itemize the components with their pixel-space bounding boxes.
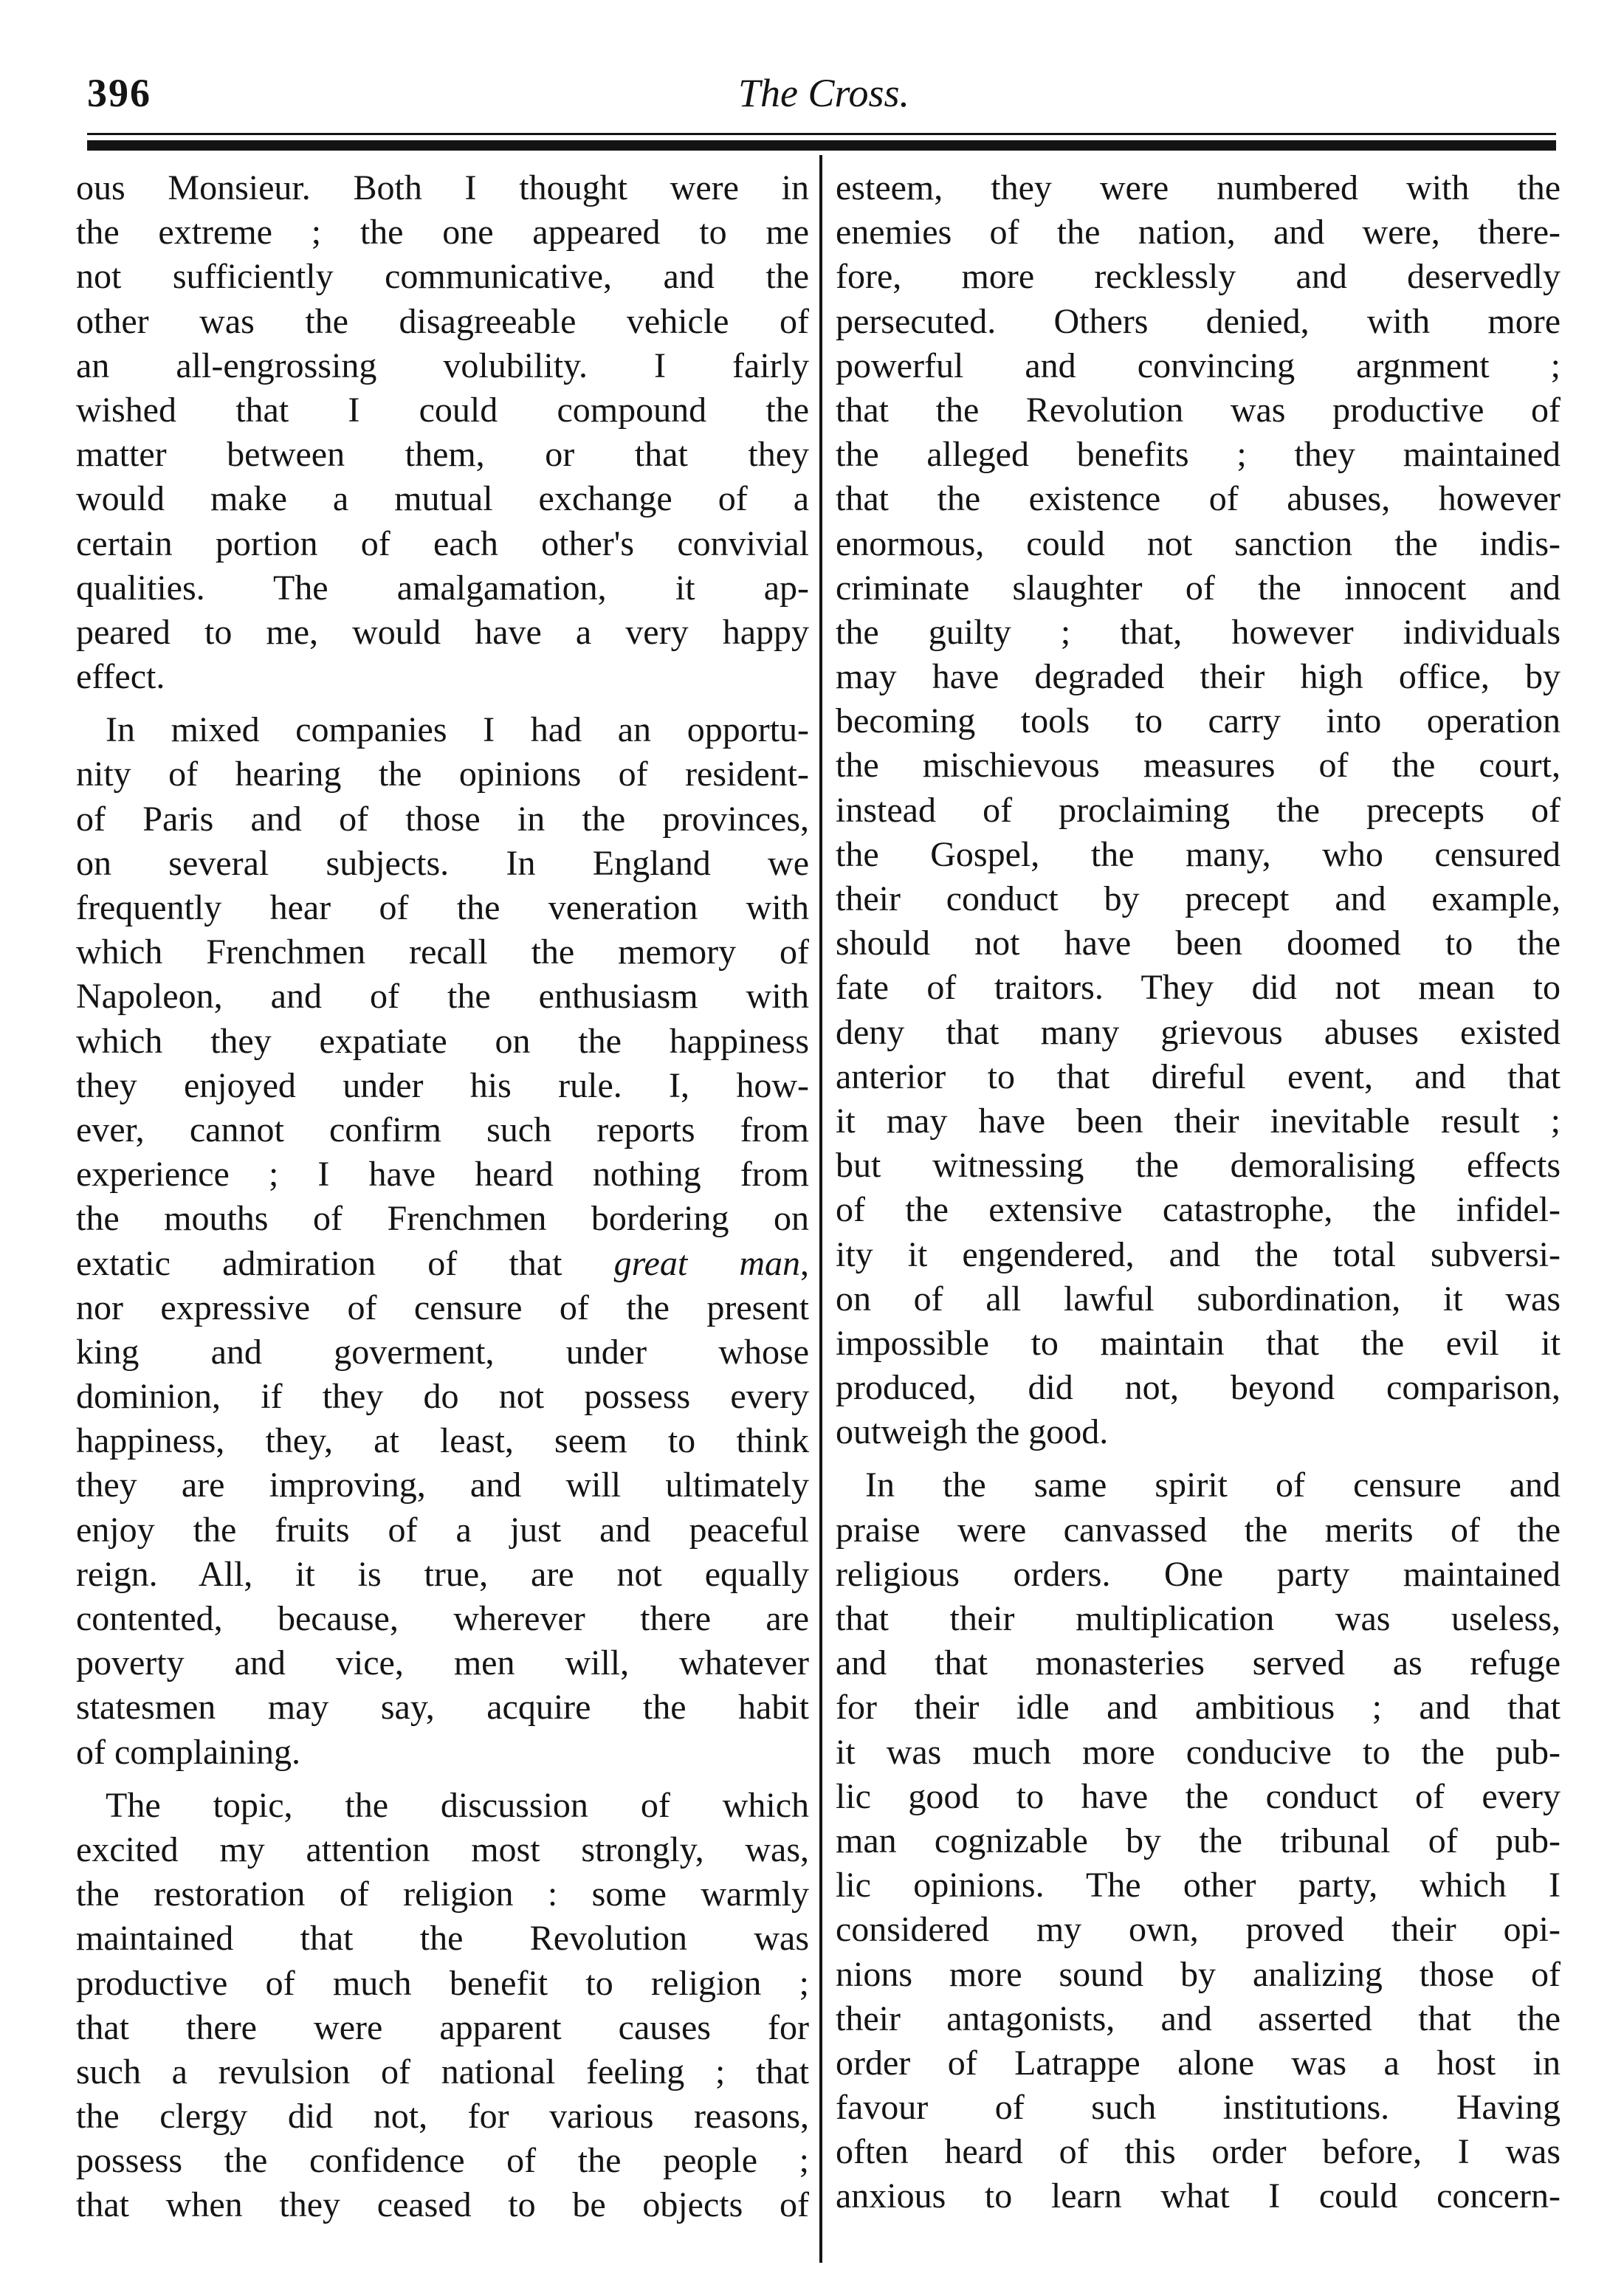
text-line: esteem, they were numbered with the xyxy=(836,168,1561,207)
running-title: The Cross. xyxy=(738,71,910,115)
text-line: not sufficiently communicative, and the xyxy=(76,257,809,297)
column-divider xyxy=(819,155,822,2263)
text-line: dominion, if they do not possess every xyxy=(76,1377,809,1417)
text-line: nity of hearing the opinions of resident- xyxy=(76,755,809,794)
text-line: the alleged benefits ; they maintained xyxy=(836,435,1561,475)
text-line: their antagonists, and asserted that the xyxy=(836,1998,1561,2038)
text-line: anterior to that direful event, and that xyxy=(836,1056,1561,1096)
text-line: religious orders. One party maintained xyxy=(836,1554,1561,1594)
text-line: statesmen may say, acquire the habit xyxy=(76,1688,809,1728)
text-line: fore, more recklessly and deservedly xyxy=(836,257,1561,297)
text-line: praise were canvassed the merits of the xyxy=(836,1510,1561,1550)
text-line: king and goverment, under whose xyxy=(76,1332,809,1372)
text-line: wished that I could compound the xyxy=(76,390,809,430)
text-line: frequently hear of the veneration with xyxy=(76,888,809,927)
text-line: enemies of the nation, and were, there- xyxy=(836,213,1561,252)
text-line: order of Latrappe alone was a host in xyxy=(836,2043,1561,2083)
text-line: persecuted. Others denied, with more xyxy=(836,301,1561,341)
text-line: reign. All, it is true, are not equally xyxy=(76,1554,809,1594)
text-line: certain portion of each other's convivial xyxy=(76,523,809,563)
text-line: peared to me, would have a very happy xyxy=(76,612,809,652)
left-column xyxy=(70,166,812,2255)
text-line: of the extensive catastrophe, the infidel- xyxy=(836,1190,1561,1230)
page-header xyxy=(0,70,1624,137)
text-line: may have degraded their high office, by xyxy=(836,657,1561,697)
text-line: becoming tools to carry into operation xyxy=(836,701,1561,741)
text-line: on several subjects. In England we xyxy=(76,843,809,883)
text-line: but witnessing the demoralising effects xyxy=(836,1146,1561,1186)
text-line: ous Monsieur. Both I thought were in xyxy=(76,168,809,207)
text-line: the guilty ; that, however individuals xyxy=(836,612,1561,652)
text-line: and that monasteries served as refuge xyxy=(836,1643,1561,1683)
text-line: an all-engrossing volubility. I fairly xyxy=(76,346,809,385)
text-line: fate of traitors. They did not mean to xyxy=(836,968,1561,1008)
text-line: other was the disagreeable vehicle of xyxy=(76,301,809,341)
text-line: anxious to learn what I could concern- xyxy=(836,2176,1561,2216)
header-rule xyxy=(87,140,1556,151)
text-line: effect. xyxy=(76,657,165,697)
text-line: criminate slaughter of the innocent and xyxy=(836,568,1561,608)
text-line: contented, because, wherever there are xyxy=(76,1599,809,1638)
text-line: often heard of this order before, I was xyxy=(836,2132,1561,2172)
text-line: ever, cannot confirm such reports from xyxy=(76,1110,809,1149)
text-line: which Frenchmen recall the memory of xyxy=(76,932,809,972)
text-line: enormous, could not sanction the indis- xyxy=(836,523,1561,563)
text-line: Napoleon, and of the enthusiasm with xyxy=(76,977,809,1017)
header-rule-thin xyxy=(87,133,1556,135)
text-line: that the existence of abuses, however xyxy=(836,479,1561,519)
text-line: it was much more conducive to the pub- xyxy=(836,1732,1561,1772)
text-line: on of all lawful subordination, it was xyxy=(836,1279,1561,1319)
text-line: deny that many grievous abuses existed xyxy=(836,1012,1561,1052)
text-line: the mouths of Frenchmen bordering on xyxy=(76,1199,809,1239)
text-line: poverty and vice, men will, whatever xyxy=(76,1643,809,1683)
text-line: ity it engendered, and the total subversi- xyxy=(836,1234,1561,1274)
text-line: the clergy did not, for various reasons, xyxy=(76,2097,809,2137)
text-line: the mischievous measures of the court, xyxy=(836,746,1561,786)
text-line: that when they ceased to be objects of xyxy=(76,2185,809,2225)
text-line: experience ; I have heard nothing from xyxy=(76,1155,809,1195)
text-segment: extatic admiration of that xyxy=(76,1243,614,1283)
text-line: man cognizable by the tribunal of pub- xyxy=(836,1821,1561,1860)
text-line: possess the confidence of the people ; xyxy=(76,2141,809,2181)
text-line: the Gospel, the many, who censured xyxy=(836,834,1561,874)
text-line: such a revulsion of national feeling ; that xyxy=(76,2052,809,2092)
text-line: of Paris and of those in the provinces, xyxy=(76,799,809,839)
text-line: should not have been doomed to the xyxy=(836,924,1561,963)
text-line: they are improving, and will ultimately xyxy=(76,1465,809,1505)
text-line: they enjoyed under his rule. I, how- xyxy=(76,1065,809,1105)
text-line: productive of much benefit to religion ; xyxy=(76,1963,809,2003)
text-line: considered my own, proved their opi- xyxy=(836,1910,1561,1950)
text-line: qualities. The amalgamation, it ap- xyxy=(76,568,809,608)
text-line: for their idle and ambitious ; and that xyxy=(836,1688,1561,1728)
text-segment: , xyxy=(800,1243,810,1283)
text-line: that their multiplication was useless, xyxy=(836,1599,1561,1638)
text-line: lic good to have the conduct of every xyxy=(836,1776,1561,1816)
text-line: happiness, they, at least, seem to think xyxy=(76,1421,809,1461)
text-line: produced, did not, beyond comparison, xyxy=(836,1368,1561,1408)
text-line: matter between them, or that they xyxy=(76,435,809,475)
text-line: lic opinions. The other party, which I xyxy=(836,1866,1561,1905)
paragraph-start-line: In mixed companies I had an opportu- xyxy=(106,710,809,750)
text-line: that there were apparent causes for xyxy=(76,2007,809,2047)
text-line: their conduct by precept and example, xyxy=(836,879,1561,918)
text-line: would make a mutual exchange of a xyxy=(76,479,809,519)
paragraph-start-line: In the same spirit of censure and xyxy=(865,1465,1561,1505)
text-line: which they expatiate on the happiness xyxy=(76,1021,809,1061)
text-line: enjoy the fruits of a just and peaceful xyxy=(76,1510,809,1550)
text-line: instead of proclaiming the precepts of xyxy=(836,790,1561,830)
text-line: maintained that the Revolution was xyxy=(76,1919,809,1959)
text-line: it may have been their inevitable result ; xyxy=(836,1101,1561,1141)
text-line: impossible to maintain that the evil it xyxy=(836,1323,1561,1363)
text-line: favour of such institutions. Having xyxy=(836,2088,1561,2128)
text-line: outweigh the good. xyxy=(836,1412,1109,1452)
text-line: that the Revolution was productive of xyxy=(836,390,1561,430)
text-line: nor expressive of censure of the present xyxy=(76,1288,809,1327)
page-number: 396 xyxy=(87,71,151,115)
text-line: excited my attention most strongly, was, xyxy=(76,1829,809,1869)
paragraph-start-line: The topic, the discussion of which xyxy=(106,1785,809,1825)
text-line: the extreme ; the one appeared to me xyxy=(76,213,809,252)
right-column xyxy=(833,166,1563,2255)
text-line: of complaining. xyxy=(76,1732,300,1772)
text-line: powerful and convincing argnment ; xyxy=(836,346,1561,385)
italic-phrase: great man xyxy=(613,1243,801,1283)
text-line-with-italic xyxy=(70,1242,812,1286)
text-line: the restoration of religion : some warmly xyxy=(76,1874,809,1914)
text-line: nions more sound by analizing those of xyxy=(836,1954,1561,1994)
